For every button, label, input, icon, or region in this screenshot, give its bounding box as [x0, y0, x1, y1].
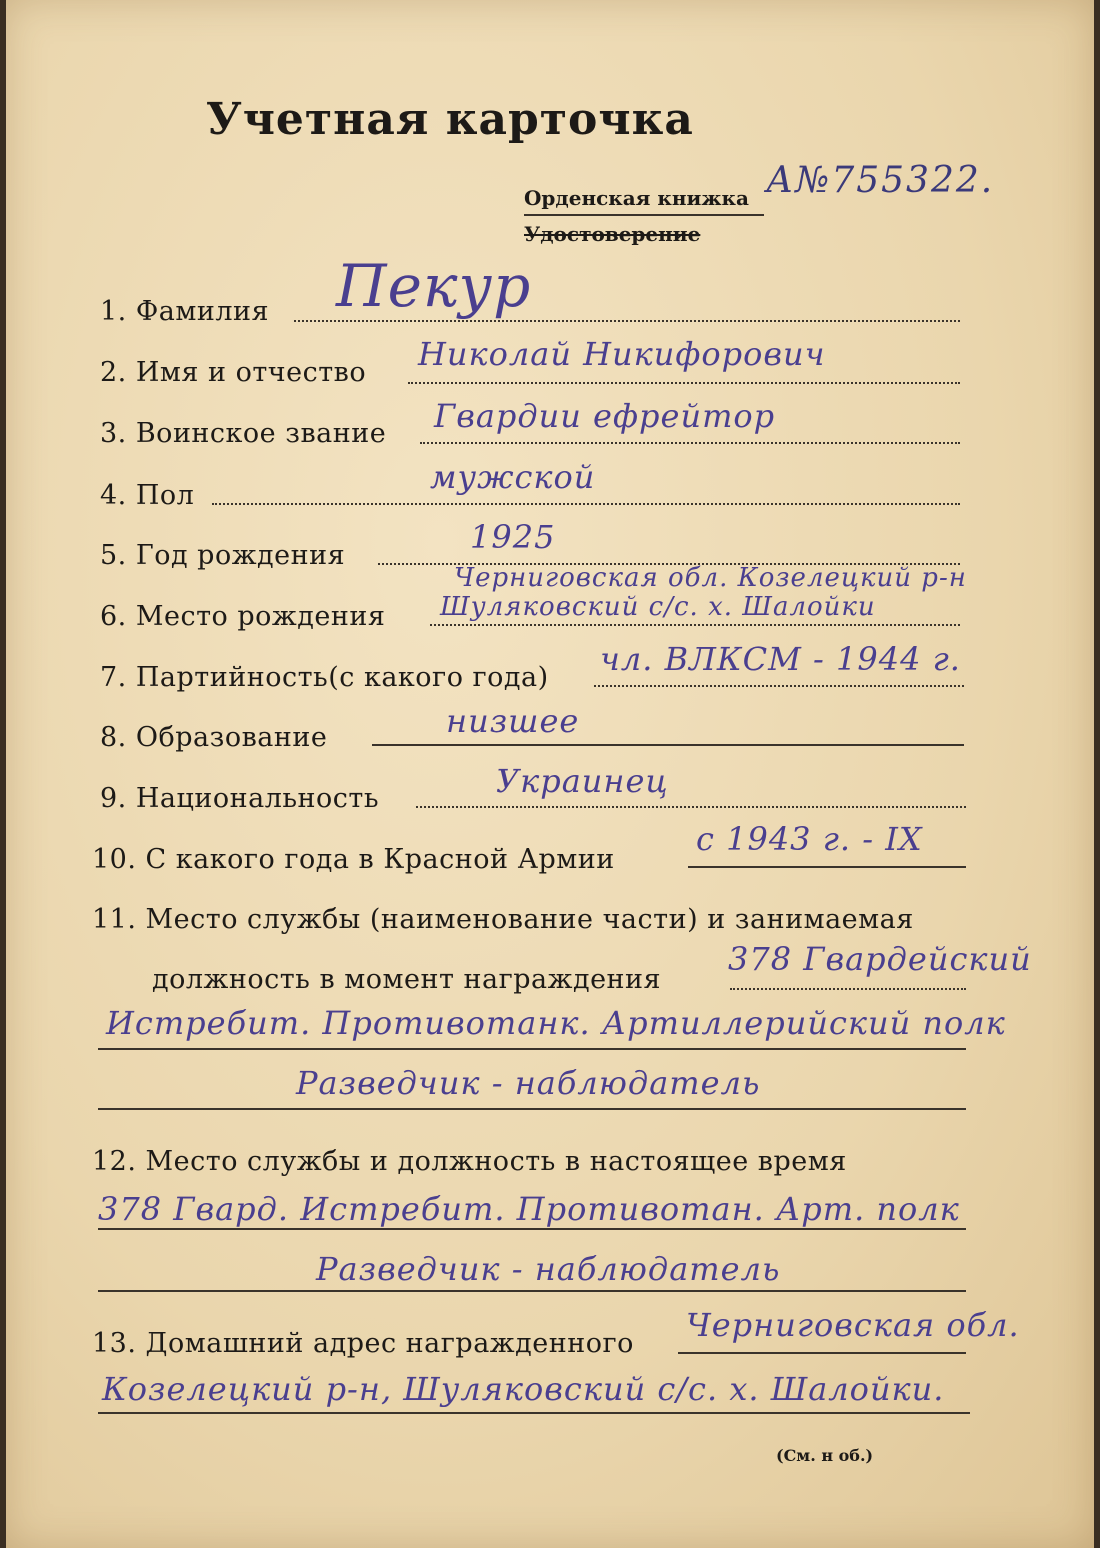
- field-party-label: 7. Партийность(с какого года): [100, 662, 549, 693]
- field-army-year-value: с 1943 г. - IX: [696, 820, 923, 858]
- field-army-year-line: [688, 866, 966, 868]
- field-sex-line: [212, 503, 960, 505]
- field-current-service-value-line2: Разведчик - наблюдатель: [316, 1250, 781, 1288]
- field-current-service-line1: [98, 1228, 966, 1230]
- field-rank-value: Гвардии ефрейтор: [434, 397, 776, 435]
- field-home-address-line2: [98, 1412, 970, 1414]
- field-education-label: 8. Образование: [100, 722, 328, 753]
- field-name-label: 2. Имя и отчество: [100, 357, 367, 388]
- field-service-label-line1: 11. Место службы (наименование части) и занимаемая: [92, 904, 914, 935]
- field-army-year-label: 10. С какого года в Красной Армии: [92, 844, 615, 875]
- footer-note: (См. н об.): [776, 1446, 874, 1465]
- field-service-value-line2: Истребит. Противотанк. Артиллерийский полк: [106, 1004, 1006, 1042]
- field-name-line: [408, 382, 960, 384]
- field-party-line: [594, 685, 964, 687]
- field-name-value: Николай Никифорович: [418, 335, 826, 373]
- field-rank-line: [420, 442, 960, 444]
- field-education-line: [372, 744, 964, 746]
- field-service-line2: [98, 1048, 966, 1050]
- card-title: Учетная карточка: [206, 94, 694, 145]
- field-home-address-label: 13. Домашний адрес награжденного: [92, 1328, 634, 1359]
- field-education-value: низшее: [446, 702, 580, 740]
- field-current-service-label: 12. Место службы и должность в настоящее время: [92, 1146, 847, 1177]
- field-sex-label: 4. Пол: [100, 480, 195, 511]
- field-home-address-value-line1: Черниговская обл.: [686, 1306, 1020, 1344]
- field-service-label-line2: должность в момент награждения: [152, 964, 662, 995]
- field-nationality-line: [416, 806, 966, 808]
- field-service-line3: [98, 1108, 966, 1110]
- field-birth-year-value: 1925: [470, 518, 556, 556]
- field-birth-year-label: 5. Год рождения: [100, 540, 346, 571]
- field-surname-line: [294, 320, 960, 322]
- field-party-value: чл. ВЛКСМ - 1944 г.: [600, 640, 961, 678]
- field-service-value-line3: Разведчик - наблюдатель: [296, 1064, 761, 1102]
- field-service-line1: [730, 988, 966, 990]
- field-surname-value: Пекур: [336, 252, 532, 320]
- field-current-service-value-line1: 378 Гвард. Истребит. Противотан. Арт. полк: [98, 1190, 960, 1228]
- field-birthplace-label: 6. Место рождения: [100, 601, 386, 632]
- field-rank-label: 3. Воинское звание: [100, 418, 387, 449]
- order-underline: [524, 214, 764, 216]
- field-birthplace-value-line1: Черниговская обл. Козелецкий р-н: [454, 563, 967, 593]
- order-book-label: Орденская книжка: [524, 186, 749, 210]
- field-birthplace-value-line2: Шуляковский с/с. х. Шалойки: [440, 592, 876, 622]
- field-nationality-value: Украинец: [496, 762, 669, 800]
- order-number: А№755322.: [766, 160, 995, 201]
- field-sex-value: мужской: [430, 458, 596, 496]
- field-home-address-value-line2: Козелецкий р-н, Шуляковский с/с. х. Шалойки.: [102, 1370, 945, 1408]
- registration-card: [6, 0, 1094, 1548]
- field-surname-label: 1. Фамилия: [100, 296, 270, 327]
- field-birthplace-line: [430, 624, 960, 626]
- field-nationality-label: 9. Национальность: [100, 783, 380, 814]
- field-service-value-line1: 378 Гвардейский: [728, 940, 1032, 978]
- field-current-service-line2: [98, 1290, 966, 1292]
- field-home-address-line1: [678, 1352, 966, 1354]
- certificate-label: Удостоверение: [524, 222, 701, 246]
